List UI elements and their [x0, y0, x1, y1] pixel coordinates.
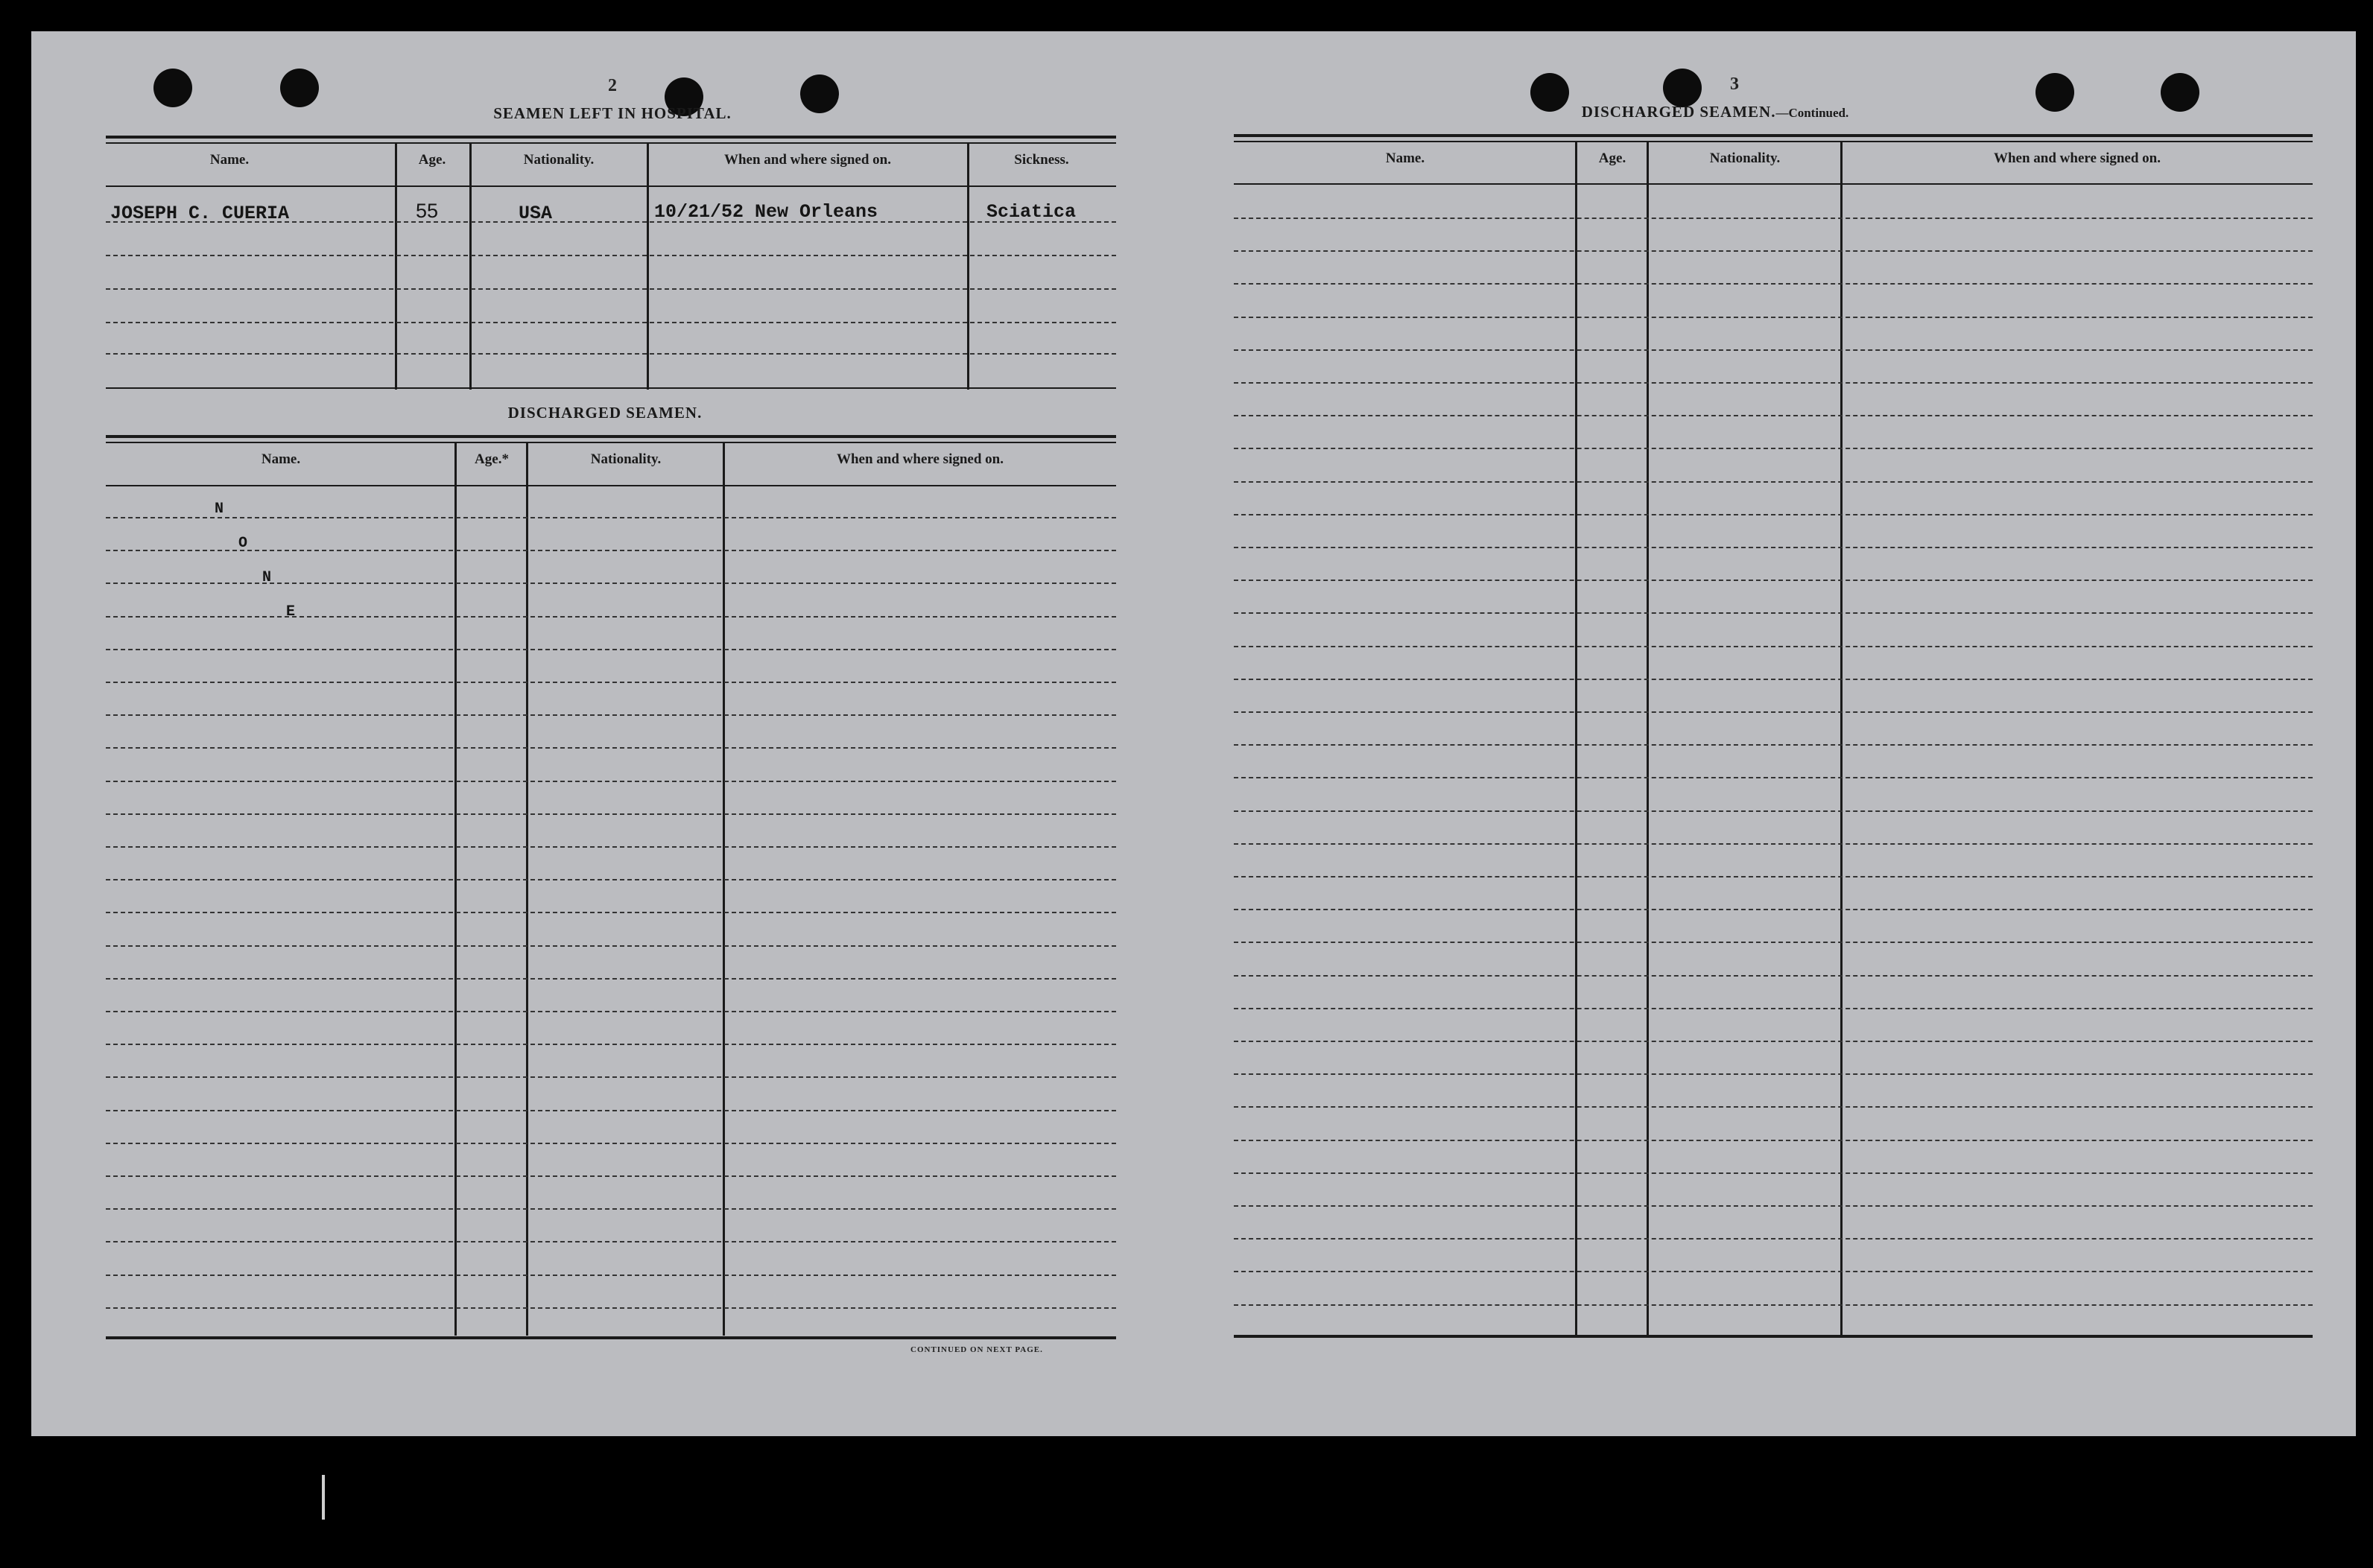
hospital-row-signed-on: 10/21/52 New Orleans: [654, 201, 878, 223]
rule: [106, 442, 1116, 443]
entry-line: [106, 781, 1116, 782]
column-divider: [1840, 141, 1843, 1337]
col-header-signed-on: When and where signed on.: [836, 451, 1004, 467]
continued-footer: CONTINUED ON NEXT PAGE.: [910, 1345, 1043, 1354]
entry-line: [106, 583, 1116, 584]
entry-line: [1234, 612, 2313, 614]
entry-line: [1234, 382, 2313, 384]
rule: [106, 485, 1116, 486]
entry-line: [106, 978, 1116, 980]
punch-hole: [2035, 73, 2074, 112]
entry-line: [106, 1275, 1116, 1276]
column-divider: [1647, 141, 1649, 1337]
col-header-age: Age.: [1598, 150, 1626, 166]
col-header-signed-on: When and where signed on.: [723, 152, 891, 168]
entry-line: [106, 517, 1116, 518]
none-letter: N: [262, 569, 272, 586]
punch-hole: [1663, 69, 1702, 107]
col-header-nationality: Nationality.: [590, 451, 662, 467]
page-number-right: 3: [1730, 74, 1739, 94]
entry-line: [1234, 1008, 2313, 1009]
hospital-row-name: JOSEPH C. CUERIA: [110, 203, 290, 224]
col-header-name: Name.: [261, 451, 301, 467]
rule: [106, 185, 1116, 187]
entry-line: [1234, 1106, 2313, 1108]
col-header-nationality: Nationality.: [1709, 150, 1781, 166]
entry-line: [1234, 349, 2313, 351]
entry-line: [1234, 1205, 2313, 1207]
rule: [106, 136, 1116, 139]
entry-line: [106, 945, 1116, 947]
entry-line: [106, 912, 1116, 913]
col-header-age: Age.*: [475, 451, 509, 467]
entry-line: [1234, 1271, 2313, 1272]
entry-line: [106, 1143, 1116, 1144]
entry-line: [1234, 711, 2313, 713]
entry-line: [106, 682, 1116, 683]
column-divider: [1575, 141, 1577, 1337]
hospital-row-age: 55: [416, 200, 439, 222]
col-header-name: Name.: [209, 152, 250, 168]
entry-line: [1234, 283, 2313, 285]
entry-line: [106, 649, 1116, 650]
none-letter: N: [215, 501, 224, 518]
document-sheet: [31, 31, 2356, 1436]
punch-hole: [280, 69, 319, 107]
entry-line: [106, 747, 1116, 749]
none-letter: O: [238, 535, 248, 552]
entry-line: [106, 550, 1116, 551]
rule: [106, 387, 1116, 389]
entry-line: [106, 288, 1116, 290]
entry-line: [106, 714, 1116, 716]
scan-mark: [322, 1475, 325, 1520]
punch-hole: [800, 74, 839, 113]
punch-hole: [2161, 73, 2199, 112]
entry-line: [1234, 909, 2313, 910]
entry-line: [106, 1208, 1116, 1210]
entry-line: [1234, 218, 2313, 219]
entry-line: [1234, 1304, 2313, 1306]
entry-line: [106, 353, 1116, 355]
col-header-sickness: Sickness.: [1014, 152, 1069, 168]
rule: [1234, 134, 2313, 137]
entry-line: [106, 813, 1116, 815]
entry-line: [1234, 975, 2313, 977]
hospital-row-sickness: Sciatica: [986, 201, 1077, 223]
entry-line: [1234, 415, 2313, 416]
right-section-title-text: DISCHARGED SEAMEN.: [1581, 103, 1776, 121]
entry-line: [106, 1110, 1116, 1111]
entry-line: [1234, 777, 2313, 778]
entry-line: [1234, 646, 2313, 647]
entry-line: [1234, 1140, 2313, 1141]
entry-line: [1234, 942, 2313, 943]
entry-line: [106, 1044, 1116, 1045]
entry-line: [1234, 1238, 2313, 1240]
right-section-title-continued: —Continued.: [1775, 106, 1849, 120]
none-letter: E: [286, 603, 296, 620]
entry-line: [1234, 514, 2313, 515]
entry-line: [1234, 679, 2313, 680]
column-divider: [723, 442, 725, 1336]
entry-line: [106, 846, 1116, 848]
col-header-nationality: Nationality.: [523, 152, 595, 168]
entry-line: [1234, 843, 2313, 845]
entry-line: [1234, 1073, 2313, 1075]
entry-line: [1234, 547, 2313, 548]
rule: [106, 1336, 1116, 1339]
entry-line: [1234, 1041, 2313, 1042]
entry-line: [106, 1307, 1116, 1309]
entry-line: [1234, 876, 2313, 877]
col-header-signed-on: When and where signed on.: [1993, 150, 2161, 166]
entry-line: [1234, 481, 2313, 483]
entry-line: [106, 322, 1116, 323]
rule: [106, 142, 1116, 144]
page-number-left: 2: [608, 76, 617, 95]
rule: [1234, 1335, 2313, 1338]
entry-line: [1234, 810, 2313, 812]
rule: [1234, 141, 2313, 142]
entry-line: [106, 616, 1116, 618]
entry-line: [106, 255, 1116, 256]
entry-line: [1234, 250, 2313, 252]
hospital-row-nationality: USA: [519, 203, 553, 224]
column-divider: [526, 442, 528, 1336]
entry-line: [1234, 317, 2313, 318]
entry-line: [106, 1076, 1116, 1078]
col-header-name: Name.: [1385, 150, 1425, 166]
col-header-age: Age.: [418, 152, 446, 168]
entry-line: [1234, 744, 2313, 746]
entry-line: [106, 1011, 1116, 1012]
entry-line: [106, 879, 1116, 880]
entry-line: [106, 1241, 1116, 1242]
punch-hole: [153, 69, 192, 107]
right-section-title: [1536, 103, 1894, 121]
entry-line: [106, 1175, 1116, 1177]
discharged-section-title: DISCHARGED SEAMEN.: [507, 404, 703, 422]
entry-line: [1234, 1172, 2313, 1174]
column-divider: [454, 442, 457, 1336]
entry-line: [1234, 580, 2313, 581]
rule: [1234, 183, 2313, 185]
entry-line: [1234, 448, 2313, 449]
rule: [106, 435, 1116, 438]
hospital-section-title: SEAMEN LEFT IN HOSPITAL.: [493, 104, 732, 122]
